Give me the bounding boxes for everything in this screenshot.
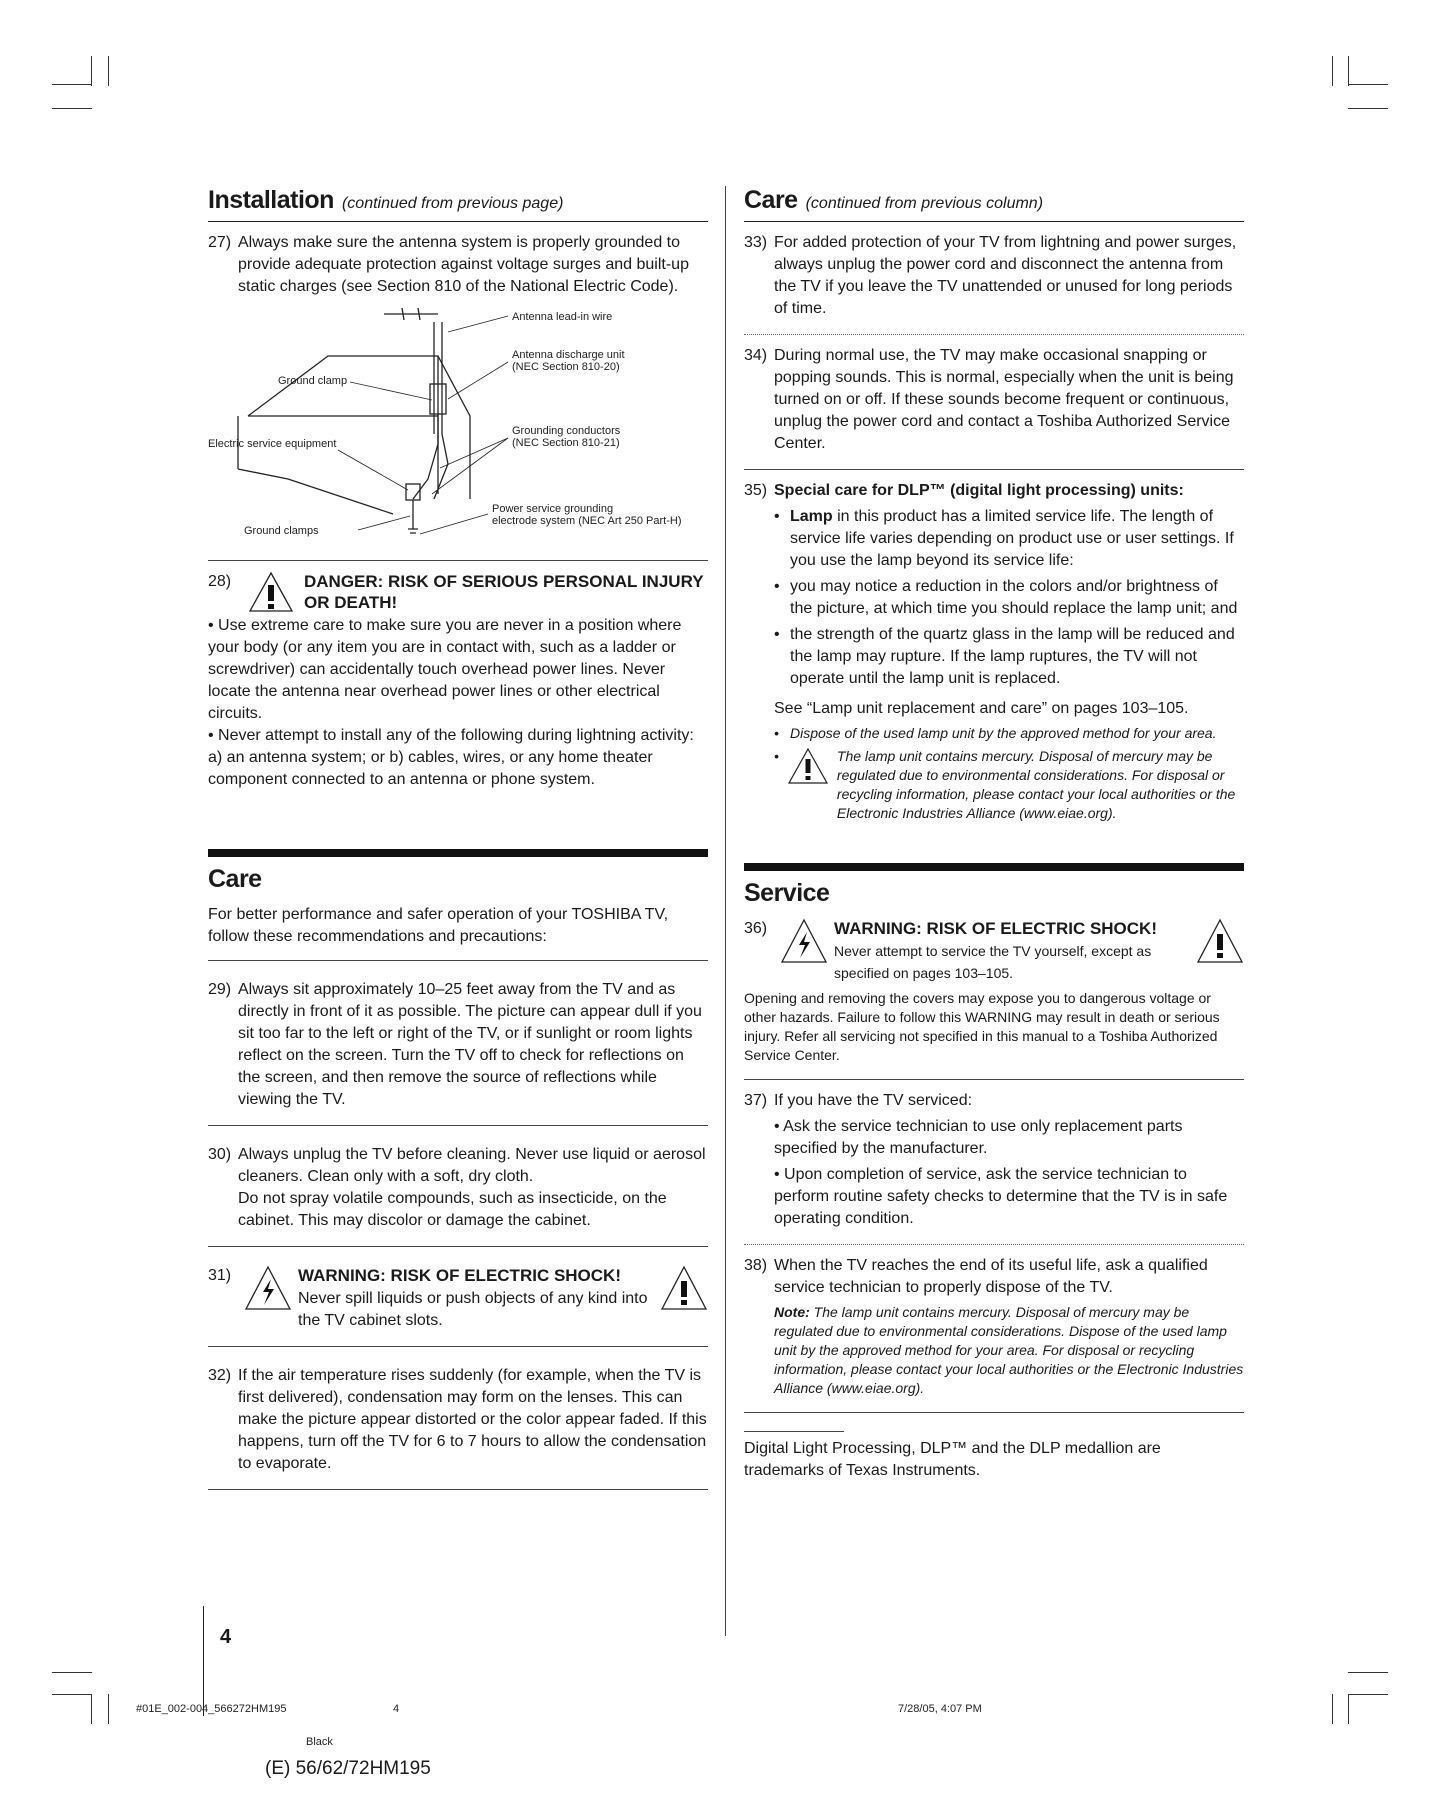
- item-text: During normal use, the TV may make occasional snapping or popping sounds. This is normal, especially when the unit is being turned on or off. If these sounds become frequent or continuous, unplug the power cord and contact a Toshiba Authorized Service Center.: [774, 347, 1234, 452]
- caution-exclamation-icon: [660, 1265, 708, 1311]
- left-column: [208, 186, 708, 1490]
- section-divider: [744, 863, 1244, 871]
- care-continued-header: [744, 186, 1244, 222]
- crop-mark: [1348, 56, 1349, 86]
- list-item: • Ask the service technician to use only replacement parts specified by the manufacturer.: [774, 1118, 1183, 1157]
- footer-file-page: 4: [393, 1703, 400, 1715]
- crop-mark: [1332, 1694, 1333, 1724]
- lamp-label: Lamp: [790, 508, 833, 525]
- note-label: Note:: [774, 1304, 810, 1320]
- crop-mark: [52, 1694, 92, 1695]
- item-heading: WARNING: RISK OF ELECTRIC SHOCK!: [298, 1266, 621, 1285]
- care-continued-title: Care: [744, 186, 798, 214]
- service-title: Service: [744, 879, 830, 907]
- list-item: • the strength of the quartz glass in the lamp will be reduced and the lamp may rupture. If the lamp ruptures, the TV will not operate until the lamp unit is replaced.: [774, 624, 1244, 690]
- item-31: [208, 1246, 708, 1346]
- item-number: 33): [744, 234, 768, 251]
- item-text: If the air temperature rises suddenly (for example, when the TV is first delivered), condensation may form on the lenses. This can make the picture appear distorted or the color appear faded. If this happens, turn off the TV for 6 to 7 hours to allow the condensation to evaporate.: [238, 1367, 707, 1472]
- label-ground-clamp: Ground clamp: [278, 375, 348, 387]
- crop-mark: [52, 108, 92, 109]
- page-number-rule: [203, 1606, 204, 1716]
- item-number: 30): [208, 1146, 232, 1163]
- item-text: the strength of the quartz glass in the lamp will be reduced and the lamp may rupture. If the lamp ruptures, the TV will not operate until the lamp unit is replaced.: [790, 626, 1235, 687]
- item-35: [744, 469, 1244, 837]
- label-electric-service: Electric service equipment: [208, 438, 337, 450]
- caution-exclamation-icon: [1196, 918, 1244, 964]
- item-heading: DANGER: RISK OF SERIOUS PERSONAL INJURY OR DEATH!: [304, 572, 704, 612]
- list-item: • you may notice a reduction in the colors and/or brightness of the picture, at which time you should replace the lamp unit; and: [774, 576, 1244, 620]
- label-grounding-nec: (NEC Section 810-21): [512, 437, 620, 449]
- crop-mark: [1348, 1694, 1349, 1724]
- item-33: [744, 222, 1244, 334]
- mercury-note: • The lamp unit contains mercury. Disposal of mercury may be regulated due to environmental considerations. For disposal or recycling information, please contact your local authorities or the Electronic Industries Alliance (www.eiae.org).: [744, 747, 1244, 823]
- installation-title: Installation: [208, 186, 334, 214]
- note-text: The lamp unit contains mercury. Disposal of mercury may be regulated due to environmental considerations. Dispose of the used lamp unit by the approved method for your area. For disposal or recycling information, please contact your local authorities or the Electronic Industries Alliance (www.eiae.org).: [774, 1304, 1244, 1396]
- item-28: [208, 560, 708, 805]
- trademark-note: Digital Light Processing, DLP™ and the DLP medallion are trademarks of Texas Instruments.: [744, 1440, 1161, 1479]
- column-divider: [725, 186, 726, 1636]
- antenna-grounding-diagram: [208, 304, 708, 550]
- list-item: • Dispose of the used lamp unit by the approved method for your area.: [774, 725, 1217, 741]
- right-column: [744, 186, 1244, 1482]
- crop-mark: [91, 1694, 92, 1724]
- crop-mark: [1348, 1672, 1388, 1673]
- footer-date: 7/28/05, 4:07 PM: [898, 1703, 982, 1715]
- item-paragraph: • Never attempt to install any of the following during lightning activity: a) an antenna system; or b) cables, wires, or any home theater component connected to an antenna or phone system.: [208, 727, 694, 788]
- item-text: For added protection of your TV from lightning and power surges, always unplug the power cord and disconnect the antenna from the TV if you leave the TV unattended or unused for long periods of time.: [774, 234, 1237, 317]
- item-38: [744, 1244, 1244, 1413]
- section-divider: [208, 849, 708, 857]
- item-37: [744, 1079, 1244, 1244]
- crop-mark: [1348, 84, 1388, 85]
- installation-header: [208, 186, 708, 222]
- item-27: [208, 222, 708, 304]
- crop-mark: [1348, 1694, 1388, 1695]
- item-number: 36): [744, 920, 768, 937]
- list-item: • Upon completion of service, ask the service technician to perform routine safety checks to determine that the TV is in safe operating condition.: [774, 1166, 1228, 1227]
- item-32: [208, 1346, 708, 1490]
- item-heading: Special care for DLP™ (digital light processing) units:: [774, 482, 1184, 499]
- label-antenna-lead: Antenna lead-in wire: [512, 311, 613, 323]
- footer-model: (E) 56/62/72HM195: [265, 1758, 431, 1779]
- item-number: 34): [744, 347, 768, 364]
- item-text: Opening and removing the covers may expose you to dangerous voltage or other hazards. Failure to follow this WARNING may result in death or serious injury. Refer all servicing not specified in this manual to a Toshiba Authorized Service Center.: [744, 990, 1220, 1063]
- crop-mark: [108, 1694, 109, 1724]
- footer-color: Black: [306, 1736, 333, 1748]
- item-number: 32): [208, 1367, 232, 1384]
- crop-mark: [91, 56, 92, 86]
- label-electrode-system: electrode system (NEC Art 250 Part-H): [492, 515, 682, 527]
- item-number: 31): [208, 1267, 232, 1284]
- item-text: See “Lamp unit replacement and care” on pages 103–105.: [774, 700, 1189, 717]
- item-text: Always unplug the TV before cleaning. Never use liquid or aerosol cleaners. Clean only with a soft, dry cloth.: [238, 1146, 706, 1185]
- page-number: 4: [220, 1626, 232, 1648]
- item-heading: WARNING: RISK OF ELECTRIC SHOCK!: [834, 919, 1157, 938]
- label-grounding-conductors: Grounding conductors: [512, 425, 621, 437]
- crop-mark: [1348, 108, 1388, 109]
- caution-exclamation-icon: [248, 571, 294, 613]
- crop-mark: [1332, 56, 1333, 86]
- item-number: 38): [744, 1257, 768, 1274]
- care-title: Care: [208, 865, 262, 893]
- care-intro: For better performance and safer operation of your TOSHIBA TV, follow these recommendations and precautions:: [208, 906, 669, 945]
- list-item: • Lamp in this product has a limited service life. The length of service life varies depending on product use or user settings. If you use the lamp beyond its service life:: [774, 508, 1234, 569]
- item-text: Never spill liquids or push objects of any kind into the TV cabinet slots.: [298, 1290, 648, 1329]
- care-continued-subtitle: (continued from previous column): [805, 195, 1044, 212]
- footnote-rule: [744, 1431, 844, 1432]
- item-text: If you have the TV serviced:: [774, 1092, 973, 1109]
- label-power-service: Power service grounding: [492, 503, 614, 515]
- label-ground-clamps: Ground clamps: [244, 525, 319, 537]
- item-number: 28): [208, 573, 232, 590]
- label-discharge-unit: Antenna discharge unit: [512, 349, 625, 361]
- item-number: 27): [208, 234, 232, 251]
- electric-shock-icon: [780, 918, 828, 964]
- item-36: [744, 918, 1244, 1079]
- item-text: Dispose of the used lamp unit by the approved method for your area.: [790, 725, 1217, 741]
- item-text: Always make sure the antenna system is properly grounded to provide adequate protection against voltage surges and built-up static charges (see Section 810 of the National Electric Code).: [238, 234, 689, 295]
- item-text: in this product has a limited service life. The length of service life varies depending on product use or user settings. If you use the lamp beyond its service life:: [790, 508, 1234, 569]
- item-text: When the TV reaches the end of its useful life, ask a qualified service technician to properly dispose of the TV.: [774, 1257, 1208, 1296]
- item-29: [208, 960, 708, 1125]
- item-number: 35): [744, 482, 768, 499]
- footer-file: #01E_002-004_566272HM195: [136, 1703, 287, 1715]
- label-discharge-nec: (NEC Section 810-20): [512, 361, 620, 373]
- crop-mark: [52, 84, 92, 85]
- item-number: 37): [744, 1092, 768, 1109]
- electric-shock-icon: [244, 1265, 292, 1311]
- crop-mark: [108, 56, 109, 86]
- installation-subtitle: (continued from previous page): [341, 195, 564, 212]
- item-text: Never attempt to service the TV yourself, except as specified on pages 103–105.: [834, 943, 1152, 981]
- item-number: 29): [208, 981, 232, 998]
- crop-mark: [52, 1672, 92, 1673]
- item-text: you may notice a reduction in the colors and/or brightness of the picture, at which time you should replace the lamp unit; and: [790, 578, 1238, 617]
- item-30: [208, 1125, 708, 1246]
- item-text: Do not spray volatile compounds, such as insecticide, on the cabinet. This may discolor or damage the cabinet.: [238, 1190, 667, 1229]
- item-text: Always sit approximately 10–25 feet away from the TV and as directly in front of it as possible. The picture can appear dull if you sit too far to the left or right of the TV, or if sunlight or room lights reflect on the screen. Turn the TV off to check for reflections on the screen, and then remove the source of reflections while viewing the TV.: [238, 981, 702, 1108]
- item-34: [744, 334, 1244, 469]
- item-text: The lamp unit contains mercury. Disposal of mercury may be regulated due to environmental considerations. For disposal or recycling information, please contact your local authorities or the Electronic Industries Alliance (www.eiae.org).: [836, 748, 1236, 821]
- caution-exclamation-icon: [787, 747, 829, 785]
- item-paragraph: • Use extreme care to make sure you are never in a position where your body (or any item you are in contact with, such as a ladder or screwdriver) can accidentally touch overhead power lines. Never locate the antenna near overhead power lines or other electrical circuits.: [208, 617, 682, 722]
